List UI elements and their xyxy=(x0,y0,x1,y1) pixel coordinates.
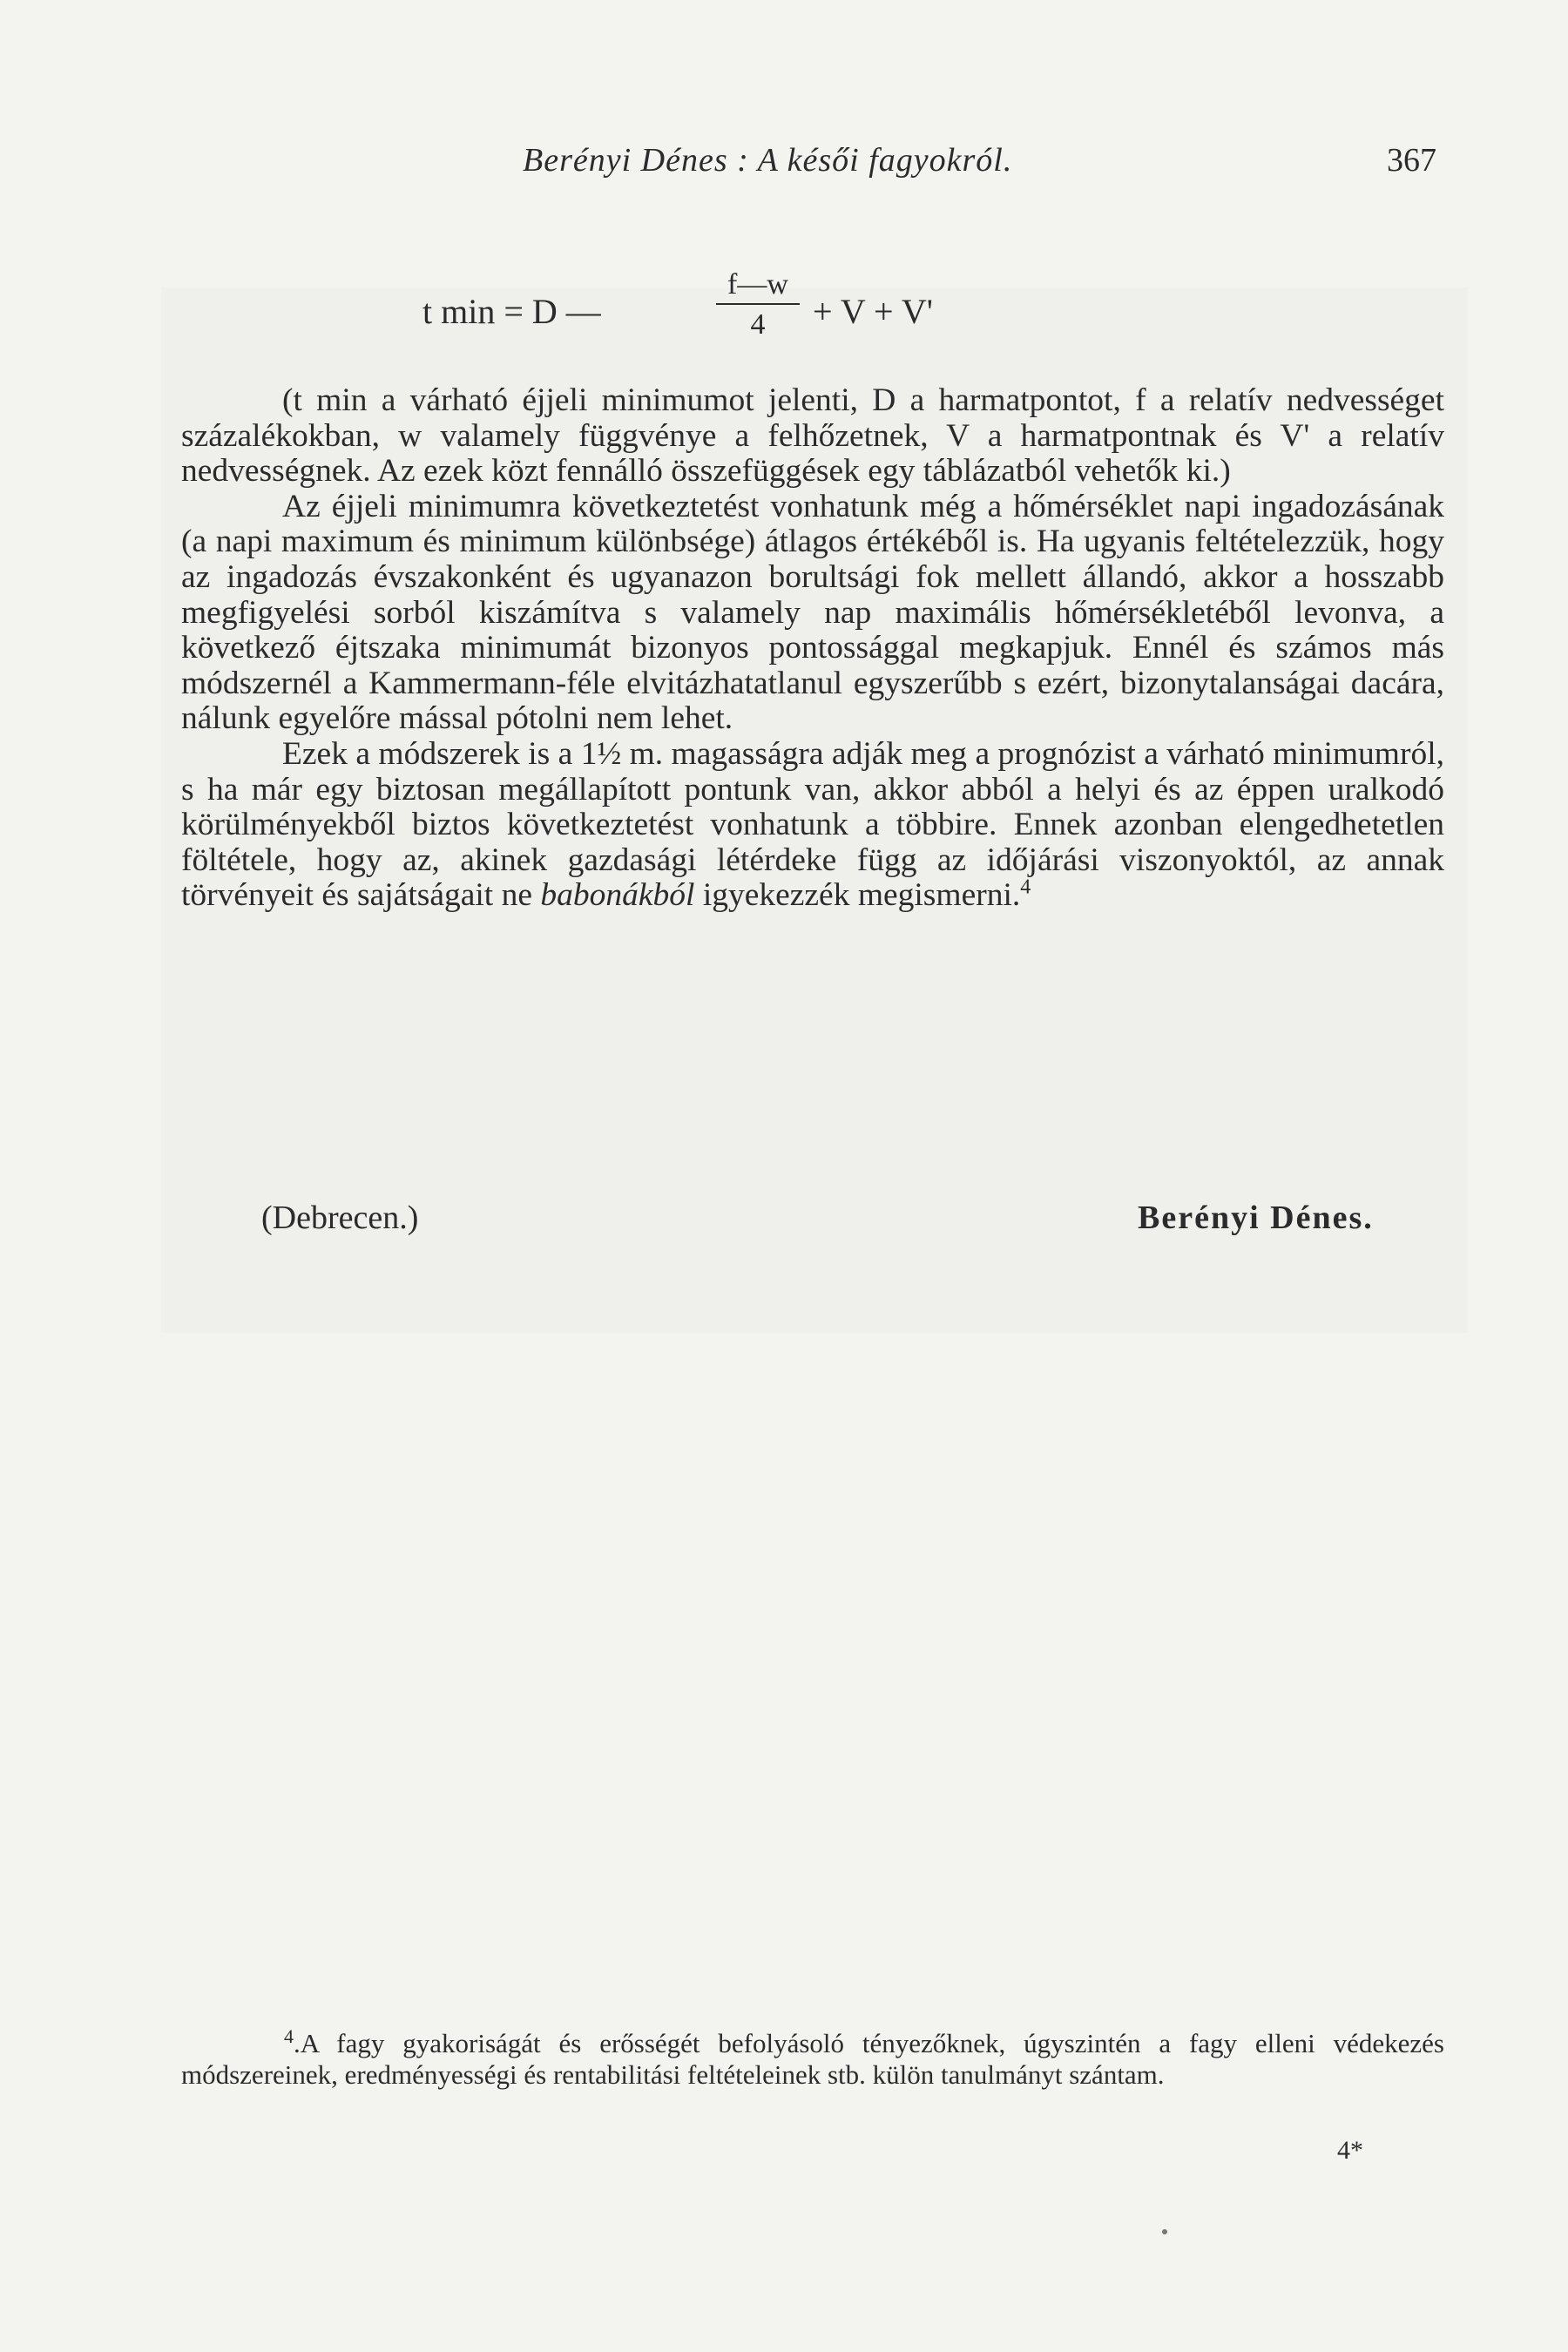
formula-denominator: 4 xyxy=(750,308,766,341)
fraction-bar xyxy=(716,303,800,305)
paragraph-methods-middle: m. magasságra adják meg a prognózist a várható minimumról, s ha már egy biztosan megállapított pontunk van, akkor abból a helyi és az éppen uralkodó körülményekből biztos következtetést vonhatunk a többire. Ennek azonban elengedhetetlen föltétele, hogy az, akinek gazdasági létérdeke függ az időjárási viszonyoktól, az annak törvényeit és sajátságait ne xyxy=(181,735,1444,914)
body-text xyxy=(181,383,1444,914)
paragraph-methods-end: igyekezzék megismerni. xyxy=(694,877,1021,914)
formula-fraction xyxy=(716,268,800,341)
ink-dot xyxy=(1162,2229,1167,2234)
paragraph-methods xyxy=(181,737,1444,914)
footnote: 4.A fagy gyakoriságát és erősségét befolyásoló tényezőknek, úgyszintén a fagy elleni védekezés módszereinek, eredményességi és rentabilitási feltételeinek stb. külön tanulmányt szántam. xyxy=(181,2024,1444,2090)
formula-rhs: + V + V' xyxy=(813,292,933,331)
printer-signature-mark: 4* xyxy=(1337,2136,1363,2165)
signature-row xyxy=(0,1199,1568,1242)
formula-lhs: t min = D — xyxy=(422,292,601,331)
half-fraction: ½ xyxy=(597,735,622,772)
running-head xyxy=(0,141,1568,185)
paragraph-definitions: (t min a várható éjjeli minimumot jelenti, D a harmatpontot, f a relatív nedvességet százalékokban, w valamely függvénye a felhőzetnek, V a harmatpontnak és V' a relatív nedvességnek. Az ezek közt fennálló összefüggések egy táblázatból vehetők ki.) xyxy=(181,382,1444,490)
formula xyxy=(0,268,1568,364)
paragraph-night-minimum: Az éjjeli minimumra következtetést vonhatunk még a hőmérséklet napi ingadozásának (a napi maximum és minimum különbsége) átlagos értékéből is. Ha ugyanis feltételezzük, hogy az ingadozás évszakonként és ugyanazon borultsági fok mellett állandó, akkor a hosszabb megfigyelési sorból kiszámítva s valamely nap maximális hőmérsékletéből levonva, a következő éjtszaka minimumát bizonyos pontossággal megkapjuk. Ennél és számos más módszernél a Kammermann-féle elvitázhatatlanul egyszerűbb s ezért, bizonytalanságai dacára, nálunk egyelőre mással pótolni nem lehet. xyxy=(181,488,1444,737)
signature-author: Berényi Dénes. xyxy=(1138,1200,1374,1236)
running-title: Berényi Dénes : A késői fagyokról. xyxy=(523,142,1013,179)
page-number: 367 xyxy=(1387,142,1436,179)
footnote-text: .A fagy gyakoriságát és erősségét befolyásoló tényezőknek, úgyszintén a fagy elleni védekezés módszereinek, eredményességi és rentabilitási feltételeinek stb. külön tanulmányt szántam. xyxy=(181,2028,1444,2090)
paragraph-methods-start: Ezek a módszerek is a 1 xyxy=(282,735,598,772)
signature-place: (Debrecen.) xyxy=(261,1200,419,1236)
formula-numerator: f—w xyxy=(727,268,788,301)
emphasis-word: babonákból xyxy=(540,877,695,914)
footnote-reference[interactable]: 4 xyxy=(1020,875,1031,899)
